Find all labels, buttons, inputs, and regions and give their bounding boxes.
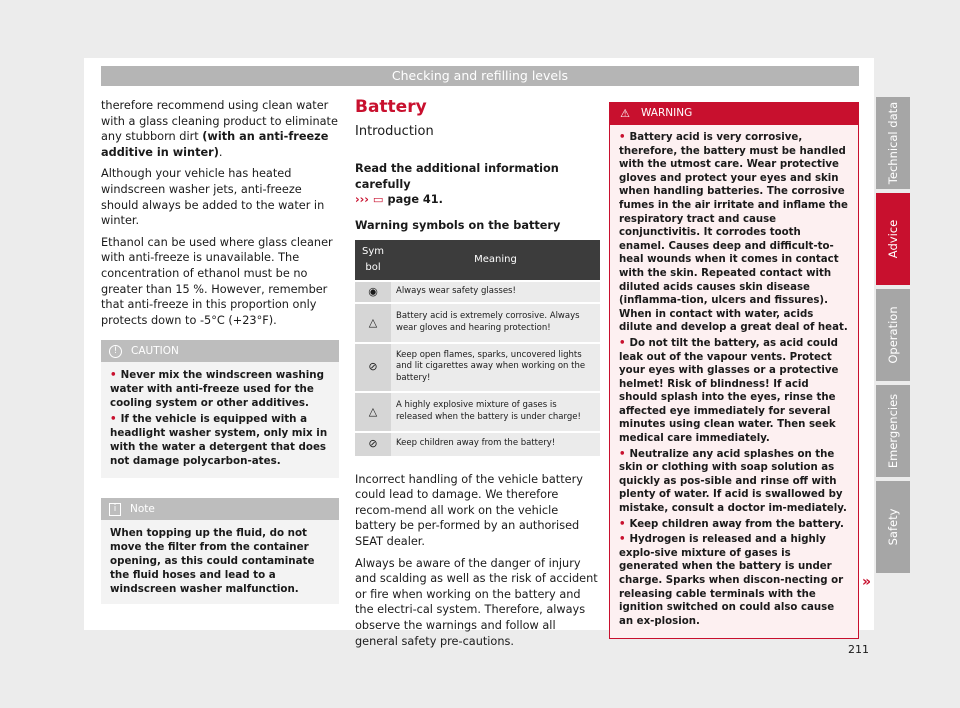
caution-header: [101, 340, 339, 362]
bullet-icon: •: [619, 448, 626, 460]
warning-item: • Hydrogen is released and a highly explo-sive mixture of gases is generated when the battery is under charge. Sparks when discon-necting or releasing cable terminals with the ignition switched on could also cause an ex-plosion.: [619, 534, 844, 627]
bullet-icon: •: [619, 518, 626, 530]
paragraph-handling: Incorrect handling of the vehicle battery could lead to damage. We therefore recom-mend all work on the vehicle battery be per-formed by an authorised SEAT dealer.: [355, 472, 583, 548]
warning-box: [609, 102, 859, 639]
table-row: △ A highly explosive mixture of gases is released when the battery is under charge!: [355, 392, 600, 432]
note-box: [101, 498, 339, 604]
bullet-icon: •: [110, 369, 117, 382]
tab-technical-data[interactable]: Technical data: [876, 97, 910, 189]
warning-header: [610, 103, 858, 125]
col-header-meaning: Meaning: [391, 240, 600, 281]
table-row: ⊘ Keep children away from the battery!: [355, 432, 600, 456]
info-icon: i: [109, 503, 121, 516]
caution-item: • Never mix the windscreen washing water with anti-freeze used for the cooling system or other additives.: [110, 369, 324, 410]
page-header: Checking and refilling levels: [101, 66, 859, 86]
paragraph-danger: Always be aware of the danger of injury and scalding as well as the risk of accident or fire when working on the battery and the electri-cal system. Therefore, always observe the warnings and follow all general safety pre-cautions.: [355, 556, 598, 648]
caution-item: • If the vehicle is equipped with a headlight washer system, only mix in with the water a detergent that does not damage polycarbon-ates.: [110, 413, 328, 468]
note-header: [101, 498, 339, 520]
goggles-icon: ◉: [355, 281, 391, 303]
acid-warning-icon: △: [355, 303, 391, 343]
side-tabs: [876, 97, 910, 577]
section-title: Battery: [355, 97, 427, 117]
warning-item: • Neutralize any acid splashes on the skin or clothing with soap solution as quickly as pos-sible and rinse off with plenty of water. If acid is swallowed by mistake, consult a doctor im-mediately.: [619, 448, 847, 515]
tab-emergencies[interactable]: Emergencies: [876, 385, 910, 477]
no-children-icon: ⊘: [355, 432, 391, 456]
book-icon: ▭: [372, 193, 384, 207]
column-right: [609, 102, 859, 639]
page-ref-link[interactable]: page 41: [387, 193, 439, 207]
caution-icon: !: [109, 345, 122, 358]
table-caption: Warning symbols on the battery: [355, 218, 561, 232]
tab-safety[interactable]: Safety: [876, 481, 910, 573]
caution-title: CAUTION: [131, 344, 179, 357]
table-row: ◉ Always wear safety glasses!: [355, 281, 600, 303]
paragraph-ethanol: Ethanol can be used where glass cleaner with anti-freeze is unavailable. The concentration of ethanol must be no greater than 15 %. However, remember that anti-freeze in this proportion only protects down to -5°C (+23°F).: [101, 235, 333, 327]
warning-item: • Keep children away from the battery.: [619, 518, 844, 530]
section-subtitle: Introduction: [355, 123, 434, 139]
paragraph-cleaning: therefore recommend using clean water with a glass cleaning product to eliminate any stubborn dirt (with an anti-freeze additive in winter).: [101, 99, 338, 159]
no-flame-icon: ⊘: [355, 343, 391, 392]
warning-symbols-table: [355, 240, 600, 456]
caution-box: [101, 340, 339, 478]
warning-item: • Battery acid is very corrosive, therefore, the battery must be handled with the utmost care. Wear protective gloves and protect your eyes and skin when handling batteries. The corrosive fumes in the air irritate and inflame the respiratory tract and cause conjunctivitis. It corrodes tooth enamel. Causes deep and difficult-to-heal wounds when it comes in contact with the skin. Repeated contact with diluted acids causes skin disease (inflamma-tion, ulcers and fissures). When in contact with water, acids dilute and develop a great deal of heat.: [619, 132, 848, 334]
page-number: 211: [848, 643, 869, 656]
bullet-icon: •: [619, 337, 626, 349]
warning-title: WARNING: [641, 107, 693, 120]
column-left: [101, 98, 339, 604]
table-row: ⊘ Keep open flames, sparks, uncovered lights and lit cigarettes away when working on the battery!: [355, 343, 600, 392]
arrows-icon: ›››: [355, 193, 369, 207]
read-info: Read the additional information carefully ››› ▭ page 41.: [355, 162, 559, 207]
note-title: Note: [130, 502, 155, 515]
tab-operation[interactable]: Operation: [876, 289, 910, 381]
note-text: When topping up the fluid, do not move the filter from the container opening, as this could contaminate the fluid hoses and lead to a windscreen washer malfunction.: [110, 527, 315, 596]
bullet-icon: •: [619, 534, 626, 546]
bullet-icon: •: [619, 132, 626, 143]
col-header-symbol: Sym bol: [355, 240, 391, 281]
explosion-warning-icon: △: [355, 392, 391, 432]
continue-arrow-icon: »: [862, 574, 872, 590]
table-row: △ Battery acid is extremely corrosive. Always wear gloves and hearing protection!: [355, 303, 600, 343]
paragraph-heated-jets: Although your vehicle has heated windscreen washer jets, anti-freeze should always be added to the water in winter.: [101, 167, 325, 228]
bullet-icon: •: [110, 413, 117, 426]
tab-advice[interactable]: Advice: [876, 193, 910, 285]
warning-item: • Do not tilt the battery, as acid could leak out of the vapour vents. Protect your eyes with glasses or a protective helmet! Risk of blindness! If acid should splash into the eyes, rinse the affected eye immediately for several minutes using clean water. Then seek medical care immediately.: [619, 337, 839, 445]
column-middle: [355, 97, 600, 655]
warning-triangle-icon: ⚠: [620, 107, 630, 120]
